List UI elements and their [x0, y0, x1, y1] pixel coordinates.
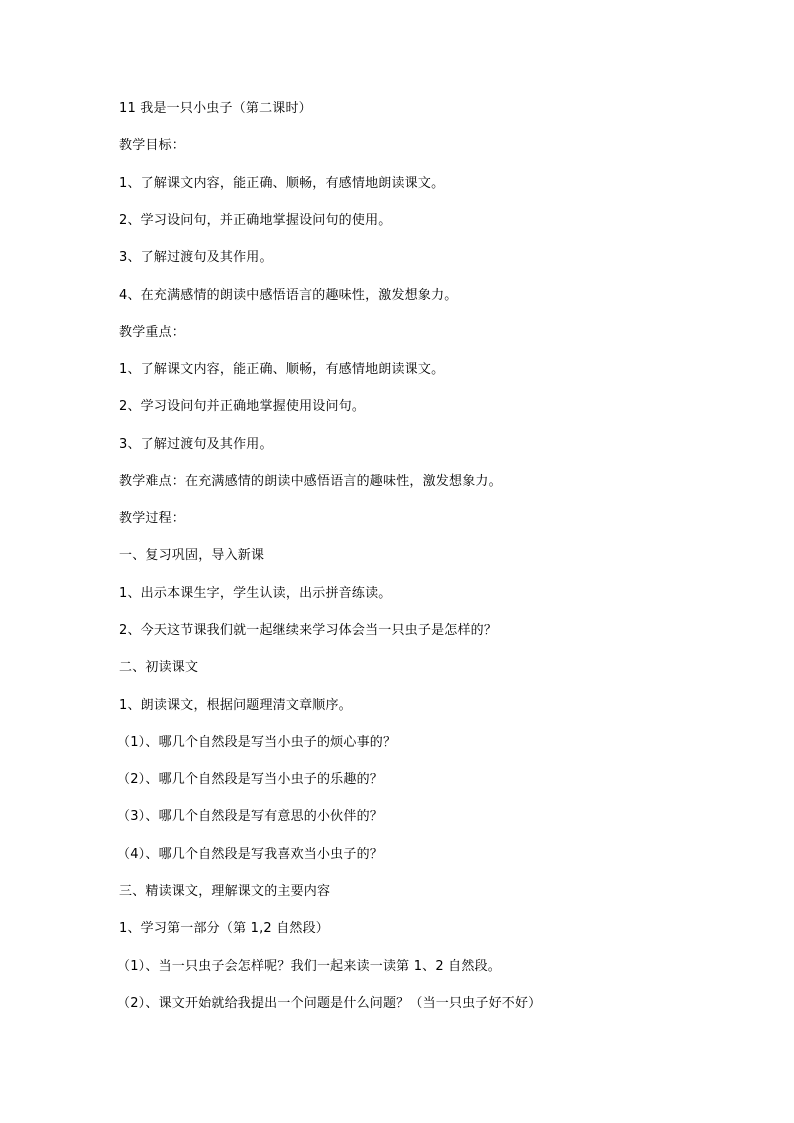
key-point-item-2: 2、学习设问句并正确地掌握使用设问句。 — [119, 399, 366, 414]
question-1: （1）、哪几个自然段是写当小虫子的烦心事的？ — [117, 735, 397, 750]
goal-item-1: 1、了解课文内容，能正确、顺畅，有感情地朗读课文。 — [119, 176, 445, 191]
section-heading-key-points: 教学重点： — [119, 325, 186, 340]
goal-item-4: 4、在充满感情的朗读中感悟语言的趣味性，激发想象力。 — [119, 288, 458, 303]
difficulty-paragraph: 教学难点：在充满感情的朗读中感悟语言的趣味性，激发想象力。 — [119, 474, 502, 489]
section-heading-goals: 教学目标： — [119, 138, 186, 153]
key-point-item-3: 3、了解过渡句及其作用。 — [119, 437, 273, 452]
process-step-2-item-1: 1、朗读课文，根据问题理清文章顺序。 — [119, 698, 352, 713]
process-step-1-item-1: 1、出示本课生字，学生认读，出示拼音练读。 — [119, 586, 392, 601]
lesson-title: 11 我是一只小虫子（第二课时） — [119, 101, 312, 116]
process-step-3-question-2: （2）、课文开始就给我提出一个问题是什么问题？（当一只虫子好不好） — [117, 996, 542, 1011]
process-step-3-item-1: 1、学习第一部分（第 1,2 自然段） — [119, 921, 330, 936]
goal-item-3: 3、了解过渡句及其作用。 — [119, 250, 273, 265]
section-heading-process: 教学过程： — [119, 511, 186, 526]
process-step-3-heading: 三、精读课文，理解课文的主要内容 — [119, 884, 331, 899]
process-step-2-heading: 二、初读课文 — [119, 660, 199, 675]
process-step-1-item-2: 2、今天这节课我们就一起继续来学习体会当一只虫子是怎样的？ — [119, 623, 498, 638]
process-step-3-question-1: （1）、当一只虫子会怎样呢？我们一起来读一读第 1、2 自然段。 — [117, 959, 501, 974]
goal-item-2: 2、学习设问句，并正确地掌握设问句的使用。 — [119, 213, 392, 228]
question-2: （2）、哪几个自然段是写当小虫子的乐趣的？ — [117, 772, 383, 787]
question-3: （3）、哪几个自然段是写有意思的小伙伴的？ — [117, 809, 383, 824]
key-point-item-1: 1、了解课文内容，能正确、顺畅，有感情地朗读课文。 — [119, 362, 445, 377]
process-step-1-heading: 一、复习巩固，导入新课 — [119, 548, 265, 563]
question-4: （4）、哪几个自然段是写我喜欢当小虫子的？ — [117, 847, 383, 862]
